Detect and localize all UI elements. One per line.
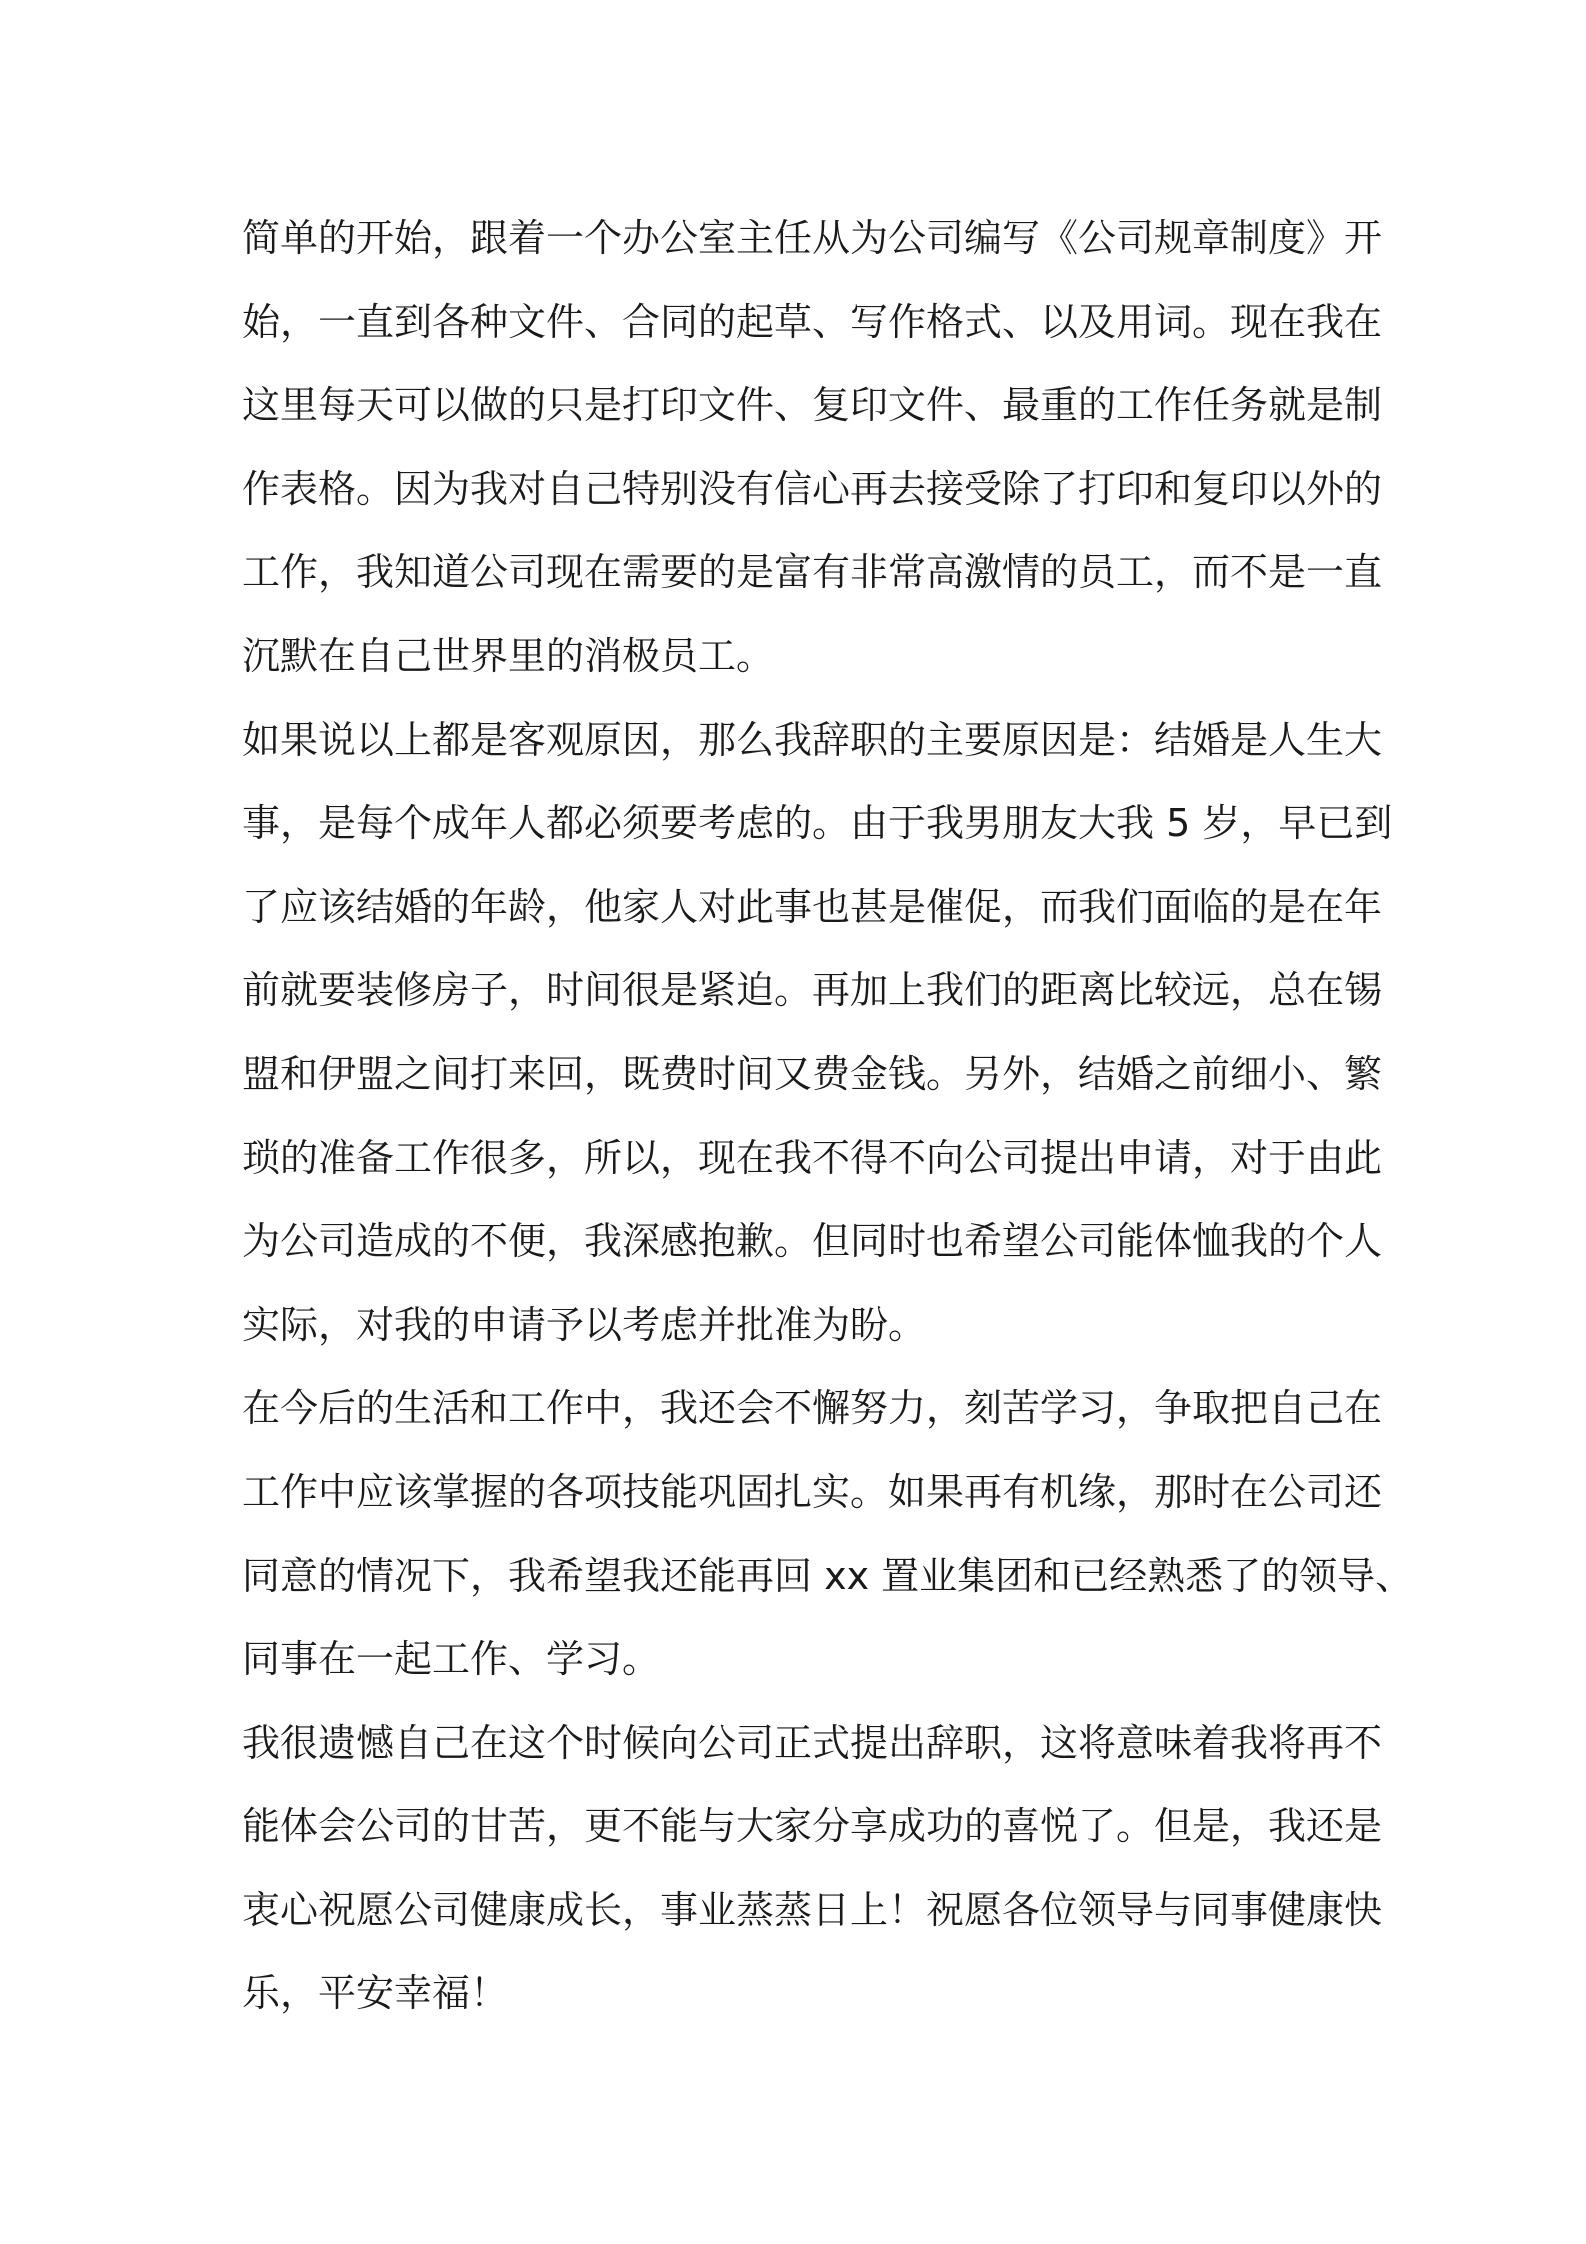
text-line: 实际，对我的申请予以考虑并批准为盼。 — [242, 1302, 927, 1347]
text-line: 简单的开始，跟着一个办公室主任从为公司编写《公司规章制度》开 — [242, 216, 1383, 260]
text-line: 盟和伊盟之间打来回，既费时间又费金钱。另外，结婚之前细小、繁 — [242, 1051, 1383, 1096]
text-line: 琐的准备工作很多，所以，现在我不得不向公司提出申请，对于由此 — [242, 1135, 1383, 1180]
text-line: 同意的情况下，我希望我还能再回 xx 置业集团和已经熟悉了的领导、 — [242, 1553, 1414, 1598]
text-line: 工作中应该掌握的各项技能巩固扎实。如果再有机缘，那时在公司还 — [242, 1469, 1383, 1514]
text-line: 这里每天可以做的只是打印文件、复印文件、最重的工作任务就是制 — [242, 383, 1383, 428]
text-line: 始，一直到各种文件、合同的起草、写作格式、以及用词。现在我在 — [242, 299, 1383, 344]
text-line: 同事在一起工作、学习。 — [242, 1637, 661, 1682]
text-line: 衷心祝愿公司健康成长，事业蒸蒸日上！祝愿各位领导与同事健康快 — [242, 1887, 1383, 1932]
text-line: 沉默在自己世界里的消极员工。 — [242, 633, 775, 678]
text-line: 在今后的生活和工作中，我还会不懈努力，刻苦学习，争取把自己在 — [242, 1386, 1383, 1431]
text-line: 前就要装修房子，时间很是紧迫。再加上我们的距离比较远，总在锡 — [242, 968, 1383, 1013]
text-line: 作表格。因为我对自己特别没有信心再去接受除了打印和复印以外的 — [242, 466, 1383, 511]
text-line: 工作，我知道公司现在需要的是富有非常高激情的员工，而不是一直 — [242, 550, 1383, 595]
text-line: 乐，平安幸福！ — [242, 1971, 509, 2016]
text-line: 了应该结婚的年龄，他家人对此事也甚是催促，而我们面临的是在年 — [242, 884, 1383, 929]
document-body — [242, 197, 1414, 2036]
text-line: 如果说以上都是客观原因，那么我辞职的主要原因是：结婚是人生大 — [242, 717, 1383, 762]
text-line: 为公司造成的不便，我深感抱歉。但同时也希望公司能体恤我的个人 — [242, 1219, 1383, 1264]
text-line: 事，是每个成年人都必须要考虑的。由于我男朋友大我 5 岁，早已到 — [242, 801, 1393, 846]
text-line: 我很遗憾自己在这个时候向公司正式提出辞职，这将意味着我将再不 — [242, 1720, 1383, 1765]
text-line: 能体会公司的甘苦，更不能与大家分享成功的喜悦了。但是，我还是 — [242, 1804, 1383, 1849]
